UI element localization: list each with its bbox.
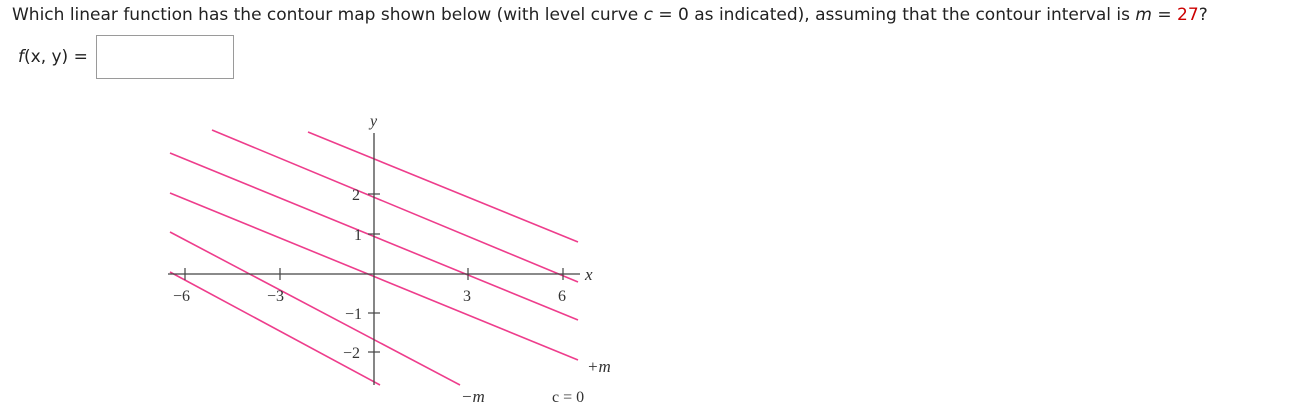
y-tick-label: −1 — [345, 306, 363, 323]
question-suffix: ? — [1198, 5, 1208, 25]
x-tick-label: −6 — [173, 288, 191, 305]
function-name: f — [18, 47, 24, 67]
function-args: (x, y) = — [24, 47, 88, 67]
x-axis-label: x — [585, 265, 593, 284]
interval-value: 27 — [1177, 5, 1199, 25]
axes — [168, 133, 580, 385]
question-middle: as indicated), assuming that the contour interval is — [694, 5, 1136, 25]
plus-m-label: +m — [587, 357, 611, 376]
contour-line-plus-m-1 — [212, 130, 578, 282]
y-tick-label: 1 — [354, 227, 362, 244]
x-tick-label: −3 — [267, 288, 285, 305]
y-axis-label: y — [370, 113, 378, 130]
contour-line-minus-m-2 — [170, 232, 460, 385]
minus-m-label: −m — [461, 387, 485, 406]
level-var: c — [643, 5, 653, 25]
interval-var: m — [1135, 5, 1152, 25]
y-tick-label: −2 — [343, 345, 361, 362]
x-tick-label: 6 — [558, 288, 566, 305]
interval-eq: = — [1151, 5, 1178, 25]
level-eq: = 0 — [652, 5, 695, 25]
y-tick-label: 2 — [352, 187, 360, 204]
question-prefix: Which linear function has the contour map shown below (with level curve — [12, 5, 644, 25]
c0-label: c = 0 — [552, 389, 585, 406]
x-tick-label: 3 — [463, 288, 471, 305]
